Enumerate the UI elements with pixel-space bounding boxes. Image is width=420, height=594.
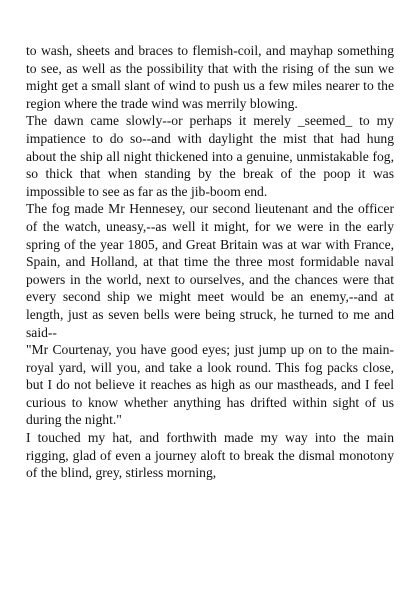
paragraph-4: "Mr Courtenay, you have good eyes; just jump up on to the main-royal yard, will you, and take a look round. This fog packs close, but I do not believe it reaches as high as our mastheads, and I feel curious to know whether anything has drifted within sight of us during the night." <box>26 342 394 428</box>
paragraph-5: I touched my hat, and forthwith made my way into the main rigging, glad of even a journey aloft to break the dismal monotony of the blind, grey, stirless morning, <box>26 430 394 481</box>
paragraph-2: The dawn came slowly--or perhaps it merely _seemed_ to my impatience to do so--and with daylight the mist that had hung about the ship all night thickened into a genuine, unmistakable fog, so thick that when standing by the break of the poop it was impossible to see as far as the jib-boom end. <box>26 113 394 199</box>
paragraph-3: The fog made Mr Hennesey, our second lieutenant and the officer of the watch, uneasy,--as well it might, for we were in the early spring of the year 1805, and Great Britain was at war with France, Spain, and Holland, at that time the three most formidable naval powers in the world, next to ourselves, and the chances were that every second ship we might meet would be an enemy,--and at length, just as seven bells were being struck, he turned to me and said-- <box>26 201 394 340</box>
paragraph-1: to wash, sheets and braces to flemish-coil, and mayhap something to see, as well as the possibility that with the rising of the sun we might get a small slant of wind to push us a few miles nearer to the region where the trade wind was merrily blowing. <box>26 43 394 111</box>
document-page <box>26 42 394 482</box>
